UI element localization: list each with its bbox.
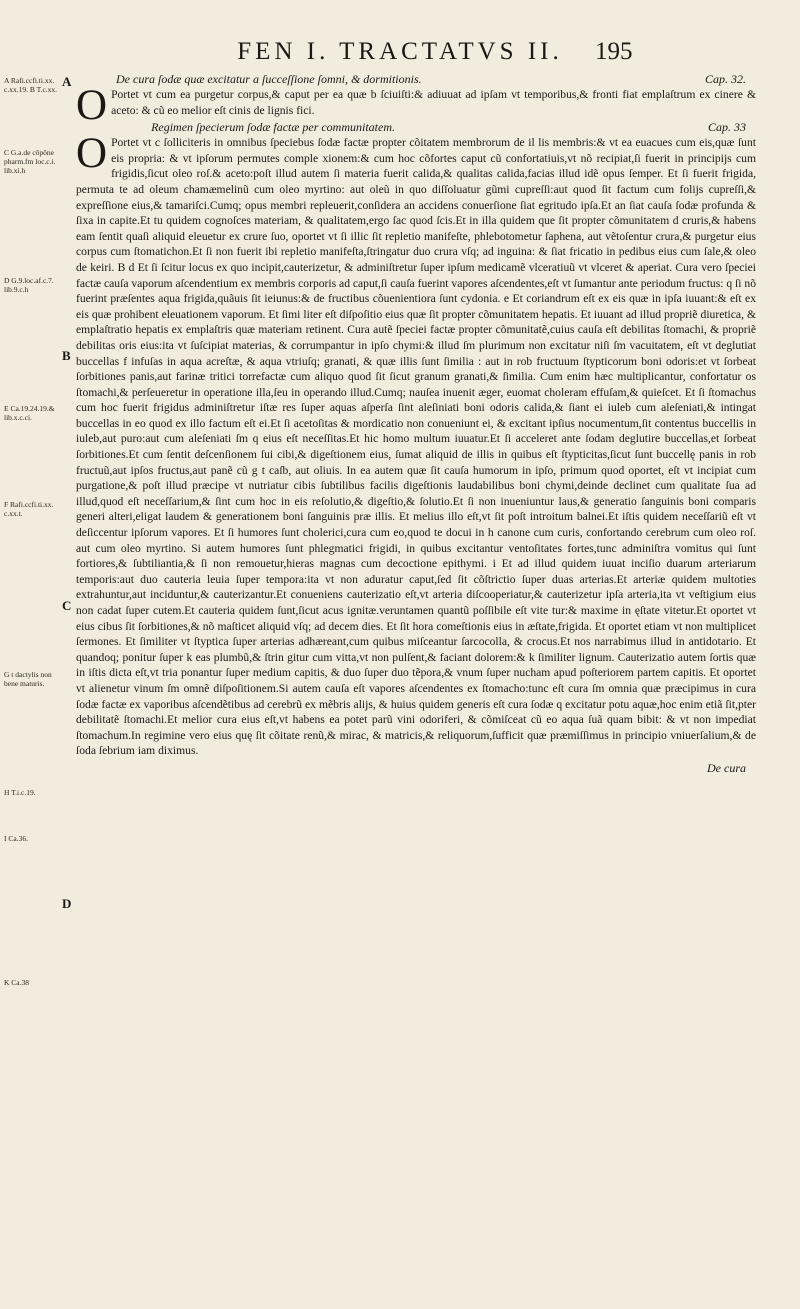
running-head: FEN I. TRACTATVS II. [237,38,563,65]
chapter-title-33 [111,120,756,135]
chapter-body: Portet vt cum ea purgetur corpus,& caput per ea quæ b ſciuiſti:& adiuuat ad ipſam vt temporibus,& fronti fiat emplaſtrum ex cinere & aceto: & cũ eo melior eſt cinis de lignis fici. [111,88,756,117]
chapter-title-32 [76,72,756,87]
margin-note-a: A Rafi.ccfi.ti.xx. c.xx.19. B T.c.xx. [4,76,58,94]
side-letter-c: C [62,598,72,613]
page-number: 195 [595,38,633,65]
drop-capital: O [76,130,108,178]
side-letter-a: A [62,74,72,89]
side-letter-d: D [62,896,72,911]
chapter-number: Cap. 32. [704,72,746,86]
text-column [76,72,756,776]
margin-note-h: H T.i.c.19. [4,788,36,797]
chapter-heading: Regimen ſpecierum ſodæ factæ per communitatem. [151,120,396,135]
margin-note-i: I Ca.36. [4,834,28,843]
margin-note-c: C G.a.de cõpõne pharm.fm loc.c.i. lib.xi.h [4,148,56,175]
chapter-body: Portet vt c ſolliciteris in omnibus ſpeciebus ſodæ factæ propter cõitatem membrorum de il lis membris:& vt ea euacues cum eis,quæ ſunt eis propria: & vt ipſorum permutes comple xionem:& cum hoc cõfortes caput cũ confortatiuis,vt nõ recipiat,ſi fuerit in principijs cum frigidis,ſicut oleo roſ.& aceto:poſt illud autem ſi materia fuerit calida,& qualitas calida,facias illud idẽ opus ſemper. Et ſi fuerit frigida, permuta te ad oleum chamæmelinũ cum oleo myrtino: aut oleũ in quo diſſoluatur gũmi cupreſſi:aut quod ſit factum cum folijs cupreſſi,& expreſſione eius,& tamariſci.Cumq; opus membri repleuerit,conſidera an accidens conuerſione ſiat egritudo ipſa.Et an ſiat cauſa ſodæ profunda & ſixa in capite.Et tu quidem cognoſces materiam, & qualitatem,ergo ſac quod ſcis.Et in illa quidem que ſit propter cõmunitatem d cruris,& habens eam ſentit quaſi aliquid eleuetur ex crure ſuo, oportet vt ſi illic ſit repletio manifeſte, phlebotometur ſaphena, aut vẽtoſentur crura,& purgetur eius corpus cum ſtomatichon.Et ſi non fuerit ibi repletio manifeſta,ſtringatur duo crura vſq; ad inguina: & ſiat fricatio in pedibus eius cum ſale,& oleo de keiri. B d Et ſi ſcitur locus ex quo incipit,cauterizetur, & adminiſtretur ſuper ipſum medicamẽ vlceratiuũ vt vlceret & aperiat. Cura vero ſpeciei factæ cauſa vaporum aſcendentium ex membris corporis ad caput,ſi cauſa fuerint vapores aſcendentes,eſt vt ſumantur ante periodum fructus: q ſi nõ fuerint præſentes aqua frigida,quãuis ſit ieiunus:& de fructibus cõuenientiora ſunt cydonia. e Et coriandrum eſt ex eis quæ in ipſa iuuant:& eſt ex eis quæ prohibent eleuationem vaporum. Et ſimi liter eſt diſpoſitio eius quæ ſit propter cõmunitatem hepatis. Et iuuant ad illud propriẽ diuretica, & emplaſtratio hepatis ex emplaſtris quæ materiam retinent. Cura autẽ ſpeciei factæ propter cõmunitatẽ,cuius cauſa eſt debilitas ſtomachi, & propriẽ debilitas oris eius:ita vt ſuſcipiat materias, & corrumpantur in ipſo chymi:& illud ſm plurimum non excitatur niſi ſm vacuitatem, eſt vt deglutiat buccellas f infuſas in aqua acreſtæ, & aqua vtriuſq; granati, & quæ illis ſunt ſimilia : aut in rob fructuum ſtypticorum boni odoris:et vt ſorbeat ſorbitiones panis,aut farinæ tritici torrefactæ cum aliquo quod ſit ſicut granum granati,& ſimilia. Cum enim hæc multiplicantur, confortatur os ſtomachi,& perſeueretur in operatione illa,ſeu in operando illud.Cumq; nauſea inuenit æger, euomat choleram effuſam,& quieſcet. Et ſi ſtomachus cum hoc fuerit frigidus adminiſtretur iſtæ res ſuper aquas aſperſa ſint aleſiniati boni odoris calida,& ſiant ei iuleb cum aleſeniati,& intingat buccellas in eo quod ex illo factum eſt ei.Et ſi acetoſitas & mordicatio non conueniunt ei, & excitant ipſius nocumentum,ſit contentus buccellis in iuleb,aut puro:aut cum aleſeniati ſm q eius eſt neceſſitas.Et hic homo multum iuuatur.Et ſi acceleret ante ſodam deglutire buccellas,et ſorbeat ſorbitiones.Et cum ſentit deſcenſionem ſui cibi,& digeſtionem eius, ſumat aliquid de illis in quibus eſt ſtypticitas,ſicut ſunt buccellę panis in rob fructuũ,aut ipſos fructus,aut panẽ cũ g t caſb, aut oliuis. In ea autem quæ ſit cauſa humorum in ipſo, primum quod oportet, eſt vt incipiat cum purgatione,& poſt illud præcipe vt nutriatur cibis ſubtilibus facilis digeſtionis laudabilibus boni chymi,deinde declinet cum qualitate ſua ad illud,quod eſt neceſſarium,& ſint cum hoc in eis reſolutio,& digeſtio,& ſolutio.Et ſi non inueniuntur laus,& generatio ſanguinis boni comparis generi alteri,eligat laudem & generationem boni ſanguinis præ illis. Et melius illo eſt,vt ſit poſt introitum balnei.Et iſtis quidem neceſſariũ eſt vt deſiccentur ipſorum vapores. Et ſi humores ſunt cholerici,cura cum eo,quod te docui in h canone cum curis, confortando cerebrum cum oleo roſ. aut cum oleo myrtino. Si autem humores ſunt phlegmatici frigidi, in quibus excitantur ventoſitates fortes,tunc adminiſtra vomitus qui ſunt fortiores,& ſubtiliantia,& ſi non remouetur,hieras magnas cum decoctione epithymi. i Et ad illud quidem iuuat inciſio duarum arteriarum temporis:aut duo cauteria leuia ſuper tempora:ita vt non aduratur caput,ſed ſit cõſtrictio ſuper duas arterias.Et arteriæ quidem multoties extrahuntur,aut inciduntur,& cauterizantur.Et conueniens cauterizatio eſt,vt arteria diſcooperiatur,& cauterizetur ipſa arteria,ita vt veſtigium eius non cadat ſuper cutem.Et cauteria quidem ſunt,ſicut acus ignitæ.veruntamen quantũ poſſibile eſt vite tur:& maxime in ęſtate vitetur.Et oportet vt eius cibus ſit ſorbitiones,& nõ maſticet aliquid vſq; ad decem dies. Et ſit hora comeſtionis eius in æſtate,frigida. Et oportet etiam vt non multiplicet ſermones. Et ſimiliter vt ſtyptica ſuper arterias adhæreant,cum quibus miſceantur ſarcocolla, & crocus.Et nos narrabimus illud in antidotario. Et quandoq; ponitur ſuper k eas plumbũ,& ſtrin gitur cum vitta,vt non pulſent,& faciant dolorem:& k ſimiliter lignum. Cauterizatio autem ſortis quæ in iſtis dicta eſt,vt tria ponantur ſuper medium capitis, & duo ſuper duo tẽpora,& vnum ſuper nucham apud poſteriorem partem capitis. Et oportet vt alienetur vinum ſm omnẽ diſpoſitionem.Si autem cauſa eſt vapores aſcendentes ex ſtomacho:tunc eſt cura ſm omnia quæ præcipimus in cura ſodæ factæ ex vaporibus aſcendẽtibus ad cerebrũ ex mẽbris alijs, & huius quidem generis eſt cura ſodæ q excitatur potu aquæ,hoc enim etiã ſit,pter debilitatẽ ſtomachi.Et melior cura eius eſt,vt habens ea potet parũ vini odoriferi, & cõmiſceat cũ eo aqua ſuã quam bibit: & vt non impediat ſtomachum.In regimine vero eius quę ſit cõitate renũ,& mirac, & matricis,& reliquorum,ſufficit quæ præmiſſimus in principio vniuerſalium,& de ſoda ſebrium iam diximus. [76,136,756,758]
drop-capital: O [76,82,108,129]
margin-note-k: K Ca.38 [4,978,29,987]
side-letter-b: B [62,348,71,363]
chapter-heading: De cura ſodæ quæ excitatur a ſucceſſione ſomni, & dormitionis. [116,72,422,86]
margin-note-f: F Rafi.ccfi.ti.xx. c.xx.t. [4,500,54,518]
margin-note-e: E Ca.19.24.19.& lib.x.c.ci. [4,404,55,422]
margin-note-d: D G.9.loc.af.c.7. lib.9.c.h [4,276,54,294]
chapter-number: Cap. 33 [707,120,746,135]
catchword: De cura [707,760,746,775]
chapter-33-text [76,130,756,759]
margin-note-g: G t dactylis non bene maturis. [4,670,52,688]
